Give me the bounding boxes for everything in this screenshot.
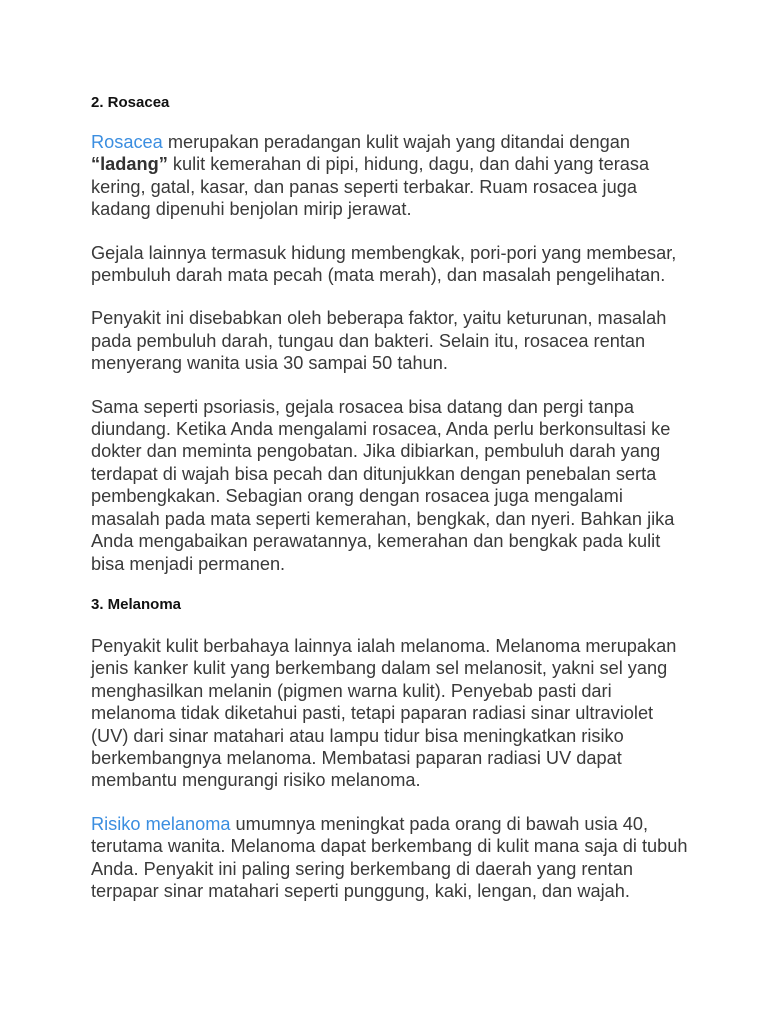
paragraph-text: kulit kemerahan di pipi, hidung, dagu, dan dahi yang terasa kering, gatal, kasar, dan panas seperti terbakar. Ruam rosacea juga kadang dipenuhi benjolan mirip jerawat. <box>91 154 650 220</box>
paragraph-rosacea-definition <box>91 131 691 221</box>
paragraph-melanoma-risk <box>91 813 691 903</box>
ladang-term: “ladang” <box>91 154 168 175</box>
paragraph-text: merupakan peradangan kulit wajah yang ditandai dengan <box>162 132 630 152</box>
section-heading-rosacea: 2. Rosacea <box>91 94 170 111</box>
paragraph-text: umumnya meningkat pada orang di bawah usia 40, terutama wanita. Melanoma dapat berkembang di kulit mana saja di tubuh Anda. Penyakit ini paling sering berkembang di daerah yang rentan terpapar sinar matahari seperti punggung, kaki, lengan, dan wajah. <box>91 813 688 901</box>
section-heading-melanoma: 3. Melanoma <box>91 595 182 613</box>
document-page <box>91 93 691 902</box>
paragraph-rosacea-causes: Penyakit ini disebabkan oleh beberapa faktor, yaitu keturunan, masalah pada pembuluh darah, tungau dan bakteri. Selain itu, rosacea rentan menyerang wanita usia 30 sampai 50 tahun. <box>91 308 667 374</box>
risiko-melanoma-link[interactable]: Risiko melanoma <box>91 813 231 834</box>
paragraph-melanoma-definition: Penyakit kulit berbahaya lainnya ialah melanoma. Melanoma merupakan jenis kanker kulit yang berkembang dalam sel melanosit, yakni sel yang menghasilkan melanin (pigmen warna kulit). Penyebab pasti dari melanoma tidak diketahui pasti, tetapi paparan radiasi sinar ultraviolet (UV) dari sinar matahari atau lampu tidur bisa meningkatkan risiko berkembangnya melanoma. Membatasi paparan radiasi UV dapat membantu mengurangi risiko melanoma. <box>91 635 677 791</box>
rosacea-link[interactable]: Rosacea <box>91 132 163 152</box>
paragraph-rosacea-treatment: Sama seperti psoriasis, gejala rosacea bisa datang dan pergi tanpa diundang. Ketika Anda mengalami rosacea, Anda perlu berkonsultasi ke dokter dan meminta pengobatan. Jika dibiarkan, pembuluh darah yang terdapat di wajah bisa pecah dan ditunjukkan dengan penebalan serta pembengkakan. Sebagian orang dengan rosacea juga mengalami masalah pada mata seperti kemerahan, bengkak, dan nyeri. Bahkan jika Anda mengabaikan perawatannya, kemerahan dan bengkak pada kulit bisa menjadi permanen. <box>91 396 675 574</box>
paragraph-rosacea-symptoms: Gejala lainnya termasuk hidung membengkak, pori-pori yang membesar, pembuluh darah mata pecah (mata merah), dan masalah pengelihatan. <box>91 242 677 286</box>
